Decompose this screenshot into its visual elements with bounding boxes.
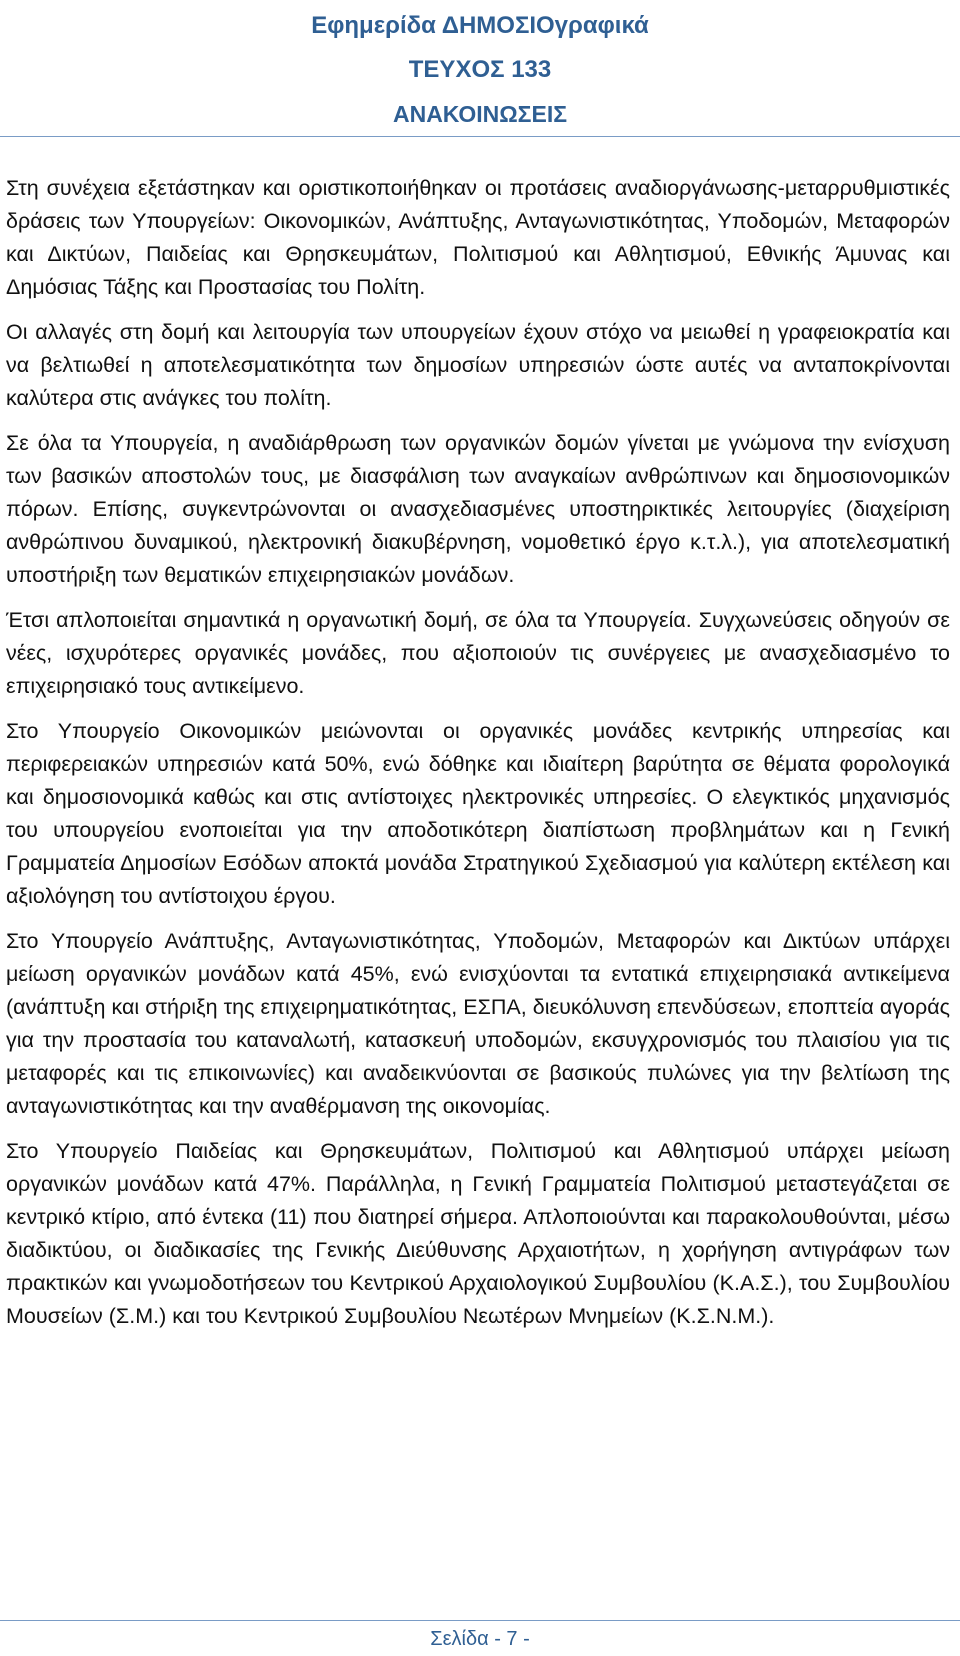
footer-divider bbox=[0, 1620, 960, 1621]
paragraph-1: Στη συνέχεια εξετάστηκαν και οριστικοποιήθηκαν οι προτάσεις αναδιοργάνωσης-μεταρρυθμιστικές δράσεις των Υπουργείων: Οικονομικών, Ανάπτυξης, Ανταγωνιστικότητας, Υποδομών, Μεταφορών και Δικτύων, Παιδείας και Θρησκευμάτων, Πολιτισμού και Αθλητισμού, Εθνικής Άμυνας και Δημόσιας Τάξης και Προστασίας του Πολίτη. bbox=[6, 176, 950, 299]
header-divider bbox=[0, 136, 960, 137]
paragraph-3: Σε όλα τα Υπουργεία, η αναδιάρθρωση των οργανικών δομών γίνεται με γνώμονα την ενίσχυση των βασικών αποστολών τους, με διασφάλιση των αναγκαίων ανθρώπινων και δημοσιονομικών πόρων. Επίσης, συγκεντρώνονται οι ανασχεδιασμένες υποστηρικτικές λειτουργίες (διαχείριση ανθρώπινου δυναμικού, ηλεκτρονική διακυβέρνηση, νομοθετικό έργο κ.τ.λ.), για αποτελεσματική υποστήριξη των θεματικών επιχειρησιακών μονάδων. bbox=[6, 431, 950, 587]
paragraph-5: Στο Υπουργείο Οικονομικών μειώνονται οι οργανικές μονάδες κεντρικής υπηρεσίας και περιφερειακών υπηρεσιών κατά 50%, ενώ δόθηκε και ιδιαίτερη βαρύτητα σε θέματα φορολογικά και δημοσιονομικά καθώς και στις αντίστοιχες ηλεκτρονικές υπηρεσίες. Ο ελεγκτικός μηχανισμός του υπουργείου ενοποιείται για την αποδοτικότερη διαπίστωση προβλημάτων και η Γενική Γραμματεία Δημοσίων Εσόδων αποκτά μονάδα Στρατηγικού Σχεδιασμού για καλύτερη εκτέλεση και αξιολόγηση του αντίστοιχου έργου. bbox=[6, 719, 950, 908]
paragraph-7: Στο Υπουργείο Παιδείας και Θρησκευμάτων, Πολιτισμού και Αθλητισμού υπάρχει μείωση οργανικών μονάδων κατά 47%. Παράλληλα, η Γενική Γραμματεία Πολιτισμού μεταστεγάζεται σε κεντρικό κτίριο, από έντεκα (11) που διατηρεί σήμερα. Απλοποιούνται και παρακολουθούνται, μέσω διαδικτύου, οι διαδικασίες της Γενικής Διεύθυνσης Αρχαιοτήτων, η χορήγηση αντιγράφων των πρακτικών και γνωμοδοτήσεων του Κεντρικού Αρχαιολογικού Συμβουλίου (Κ.Α.Σ.), του Συμβουλίου Μουσείων (Σ.Μ.) και του Κεντρικού Συμβουλίου Νεωτέρων Μνημείων (Κ.Σ.Ν.Μ.). bbox=[6, 1139, 950, 1328]
publication-title: Εφημερίδα ΔΗΜΟΣΙΟγραφικά bbox=[311, 12, 649, 39]
paragraph-4: Έτσι απλοποιείται σημαντικά η οργανωτική δομή, σε όλα τα Υπουργεία. Συγχωνεύσεις οδηγούν σε νέες, ισχυρότερες οργανικές μονάδες, που αξιοποιούν τις συνέργειες με ανασχεδιασμένο το επιχειρησιακό τους αντικείμενο. bbox=[6, 608, 950, 698]
paragraph-6: Στο Υπουργείο Ανάπτυξης, Ανταγωνιστικότητας, Υποδομών, Μεταφορών και Δικτύων υπάρχει μείωση οργανικών μονάδων κατά 45%, ενώ ενισχύονται τα εντατικά επιχειρησιακά αντικείμενα (ανάπτυξη και στήριξη της επιχειρηματικότητας, ΕΣΠΑ, διευκόλυνση επενδύσεων, εποπτεία αγοράς για την προστασία του καταναλωτή, κατασκευή υποδομών, εκσυγχρονισμός του πλαισίου για τις μεταφορές και τις επικοινωνίες) και αναδεικνύονται σε βασικούς πυλώνες για την βελτίωση της ανταγωνιστικότητας και την αναθέρμανση της οικονομίας. bbox=[6, 929, 950, 1118]
issue-number: ΤΕΥΧΟΣ 133 bbox=[408, 56, 552, 83]
section-title: ΑΝΑΚΟΙΝΩΣΕΙΣ bbox=[392, 101, 568, 127]
page-header bbox=[0, 0, 960, 136]
article-body bbox=[6, 172, 950, 1345]
paragraph-2: Οι αλλαγές στη δομή και λειτουργία των υπουργείων έχουν στόχο να μειωθεί η γραφειοκρατία και να βελτιωθεί η αποτελεσματικότητα των δημοσίων υπηρεσιών ώστε αυτές να ανταποκρίνονται καλύτερα στις ανάγκες του πολίτη. bbox=[6, 320, 950, 410]
page-number: Σελίδα - 7 - bbox=[430, 1628, 530, 1650]
